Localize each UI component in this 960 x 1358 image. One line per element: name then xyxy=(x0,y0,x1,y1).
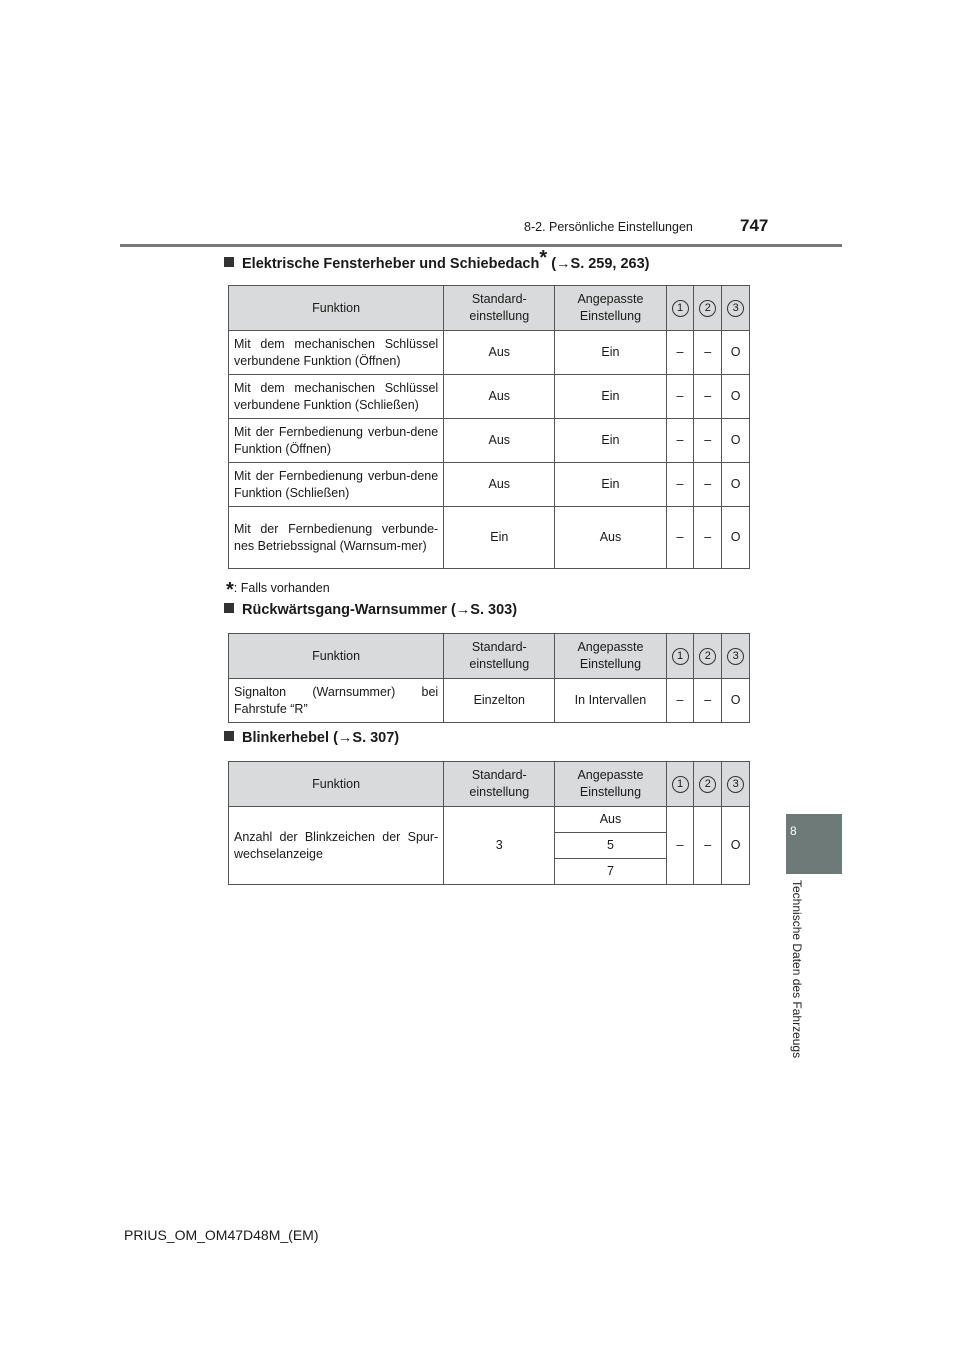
cell-angepasst: Ein xyxy=(555,375,666,419)
cell-angepasst: In Intervallen xyxy=(555,679,666,723)
col-header-3 xyxy=(722,762,750,807)
cell-standard: Aus xyxy=(444,419,555,463)
cell-standard: 3 xyxy=(444,807,555,885)
cell-standard: Einzelton xyxy=(444,679,555,723)
document-footer: PRIUS_OM_OM47D48M_(EM) xyxy=(124,1227,319,1243)
circled-number-icon: 1 xyxy=(672,300,689,317)
col-header-1 xyxy=(666,762,694,807)
cell-funktion: Mit dem mechanischen Schlüssel verbundene Funktion (Schließen) xyxy=(229,375,444,419)
table-row xyxy=(229,331,750,375)
footnote-asterisk: * xyxy=(226,579,234,601)
cell-c3: O xyxy=(722,463,750,507)
table-row xyxy=(229,679,750,723)
cell-c2: – xyxy=(694,463,722,507)
col-header-3 xyxy=(722,286,750,331)
table-row xyxy=(229,807,750,833)
table-row xyxy=(229,463,750,507)
heading-ref: (→S. 259, 263) xyxy=(551,256,650,272)
cell-c2: – xyxy=(694,807,722,885)
heading-title: Rückwärtsgang-Warnsummer xyxy=(242,602,447,618)
table-header-row xyxy=(229,762,750,807)
settings-table xyxy=(228,633,750,723)
col-header-2 xyxy=(694,286,722,331)
chapter-number: 8 xyxy=(790,824,797,838)
cell-c1: – xyxy=(666,679,694,723)
cell-standard: Aus xyxy=(444,375,555,419)
cell-c1: – xyxy=(666,331,694,375)
cell-angepasst-option: 5 xyxy=(555,833,666,859)
footnote-text: : Falls vorhanden xyxy=(233,581,330,595)
heading-ref: (→S. 307) xyxy=(333,730,400,746)
cell-funktion: Anzahl der Blinkzeichen der Spur-wechselanzeige xyxy=(229,807,444,885)
cell-funktion: Mit dem mechanischen Schlüssel verbundene Funktion (Öffnen) xyxy=(229,331,444,375)
cell-funktion: Mit der Fernbedienung verbun-dene Funktion (Öffnen) xyxy=(229,419,444,463)
square-bullet-icon xyxy=(224,603,234,613)
cell-c2: – xyxy=(694,331,722,375)
chapter-side-label: Technische Daten des Fahrzeugs xyxy=(790,880,804,1059)
table-header-row xyxy=(229,634,750,679)
settings-table xyxy=(228,285,750,569)
header-divider xyxy=(120,244,842,247)
circled-number-icon: 2 xyxy=(699,648,716,665)
table-header-row xyxy=(229,286,750,331)
col-header-2 xyxy=(694,762,722,807)
circled-number-icon: 1 xyxy=(672,648,689,665)
col-header-3 xyxy=(722,634,750,679)
circled-number-icon: 2 xyxy=(699,776,716,793)
cell-angepasst: Ein xyxy=(555,463,666,507)
cell-standard: Aus xyxy=(444,331,555,375)
cell-angepasst-option: Aus xyxy=(555,807,666,833)
col-header-standard: Standard-einstellung xyxy=(444,634,555,679)
cell-angepasst: Ein xyxy=(555,331,666,375)
cell-angepasst: Ein xyxy=(555,419,666,463)
cell-c1: – xyxy=(666,463,694,507)
heading-ref: (→S. 303) xyxy=(450,602,518,618)
col-header-angepasste: Angepasste Einstellung xyxy=(555,634,666,679)
chapter-tab xyxy=(786,814,842,874)
cell-funktion: Mit der Fernbedienung verbunde-nes Betriebssignal (Warnsum-mer) xyxy=(229,507,444,569)
cell-angepasst: Aus xyxy=(555,507,666,569)
cell-standard: Aus xyxy=(444,463,555,507)
circled-number-icon: 1 xyxy=(672,776,689,793)
section-heading xyxy=(224,247,650,272)
square-bullet-icon xyxy=(224,257,234,267)
circled-number-icon: 3 xyxy=(727,776,744,793)
asterisk-mark: * xyxy=(539,247,548,270)
cell-c3: O xyxy=(722,331,750,375)
circled-number-icon: 2 xyxy=(699,300,716,317)
section-heading xyxy=(224,730,399,746)
settings-table xyxy=(228,761,750,885)
col-header-funktion: Funktion xyxy=(229,762,444,807)
cell-c2: – xyxy=(694,375,722,419)
col-header-angepasste: Angepasste Einstellung xyxy=(555,762,666,807)
col-header-standard: Standard-einstellung xyxy=(444,286,555,331)
cell-angepasst-option: 7 xyxy=(555,859,666,885)
cell-funktion: Signalton (Warnsummer) bei Fahrstufe “R” xyxy=(229,679,444,723)
page-number: 747 xyxy=(740,216,769,235)
col-header-1 xyxy=(666,634,694,679)
cell-standard: Ein xyxy=(444,507,555,569)
col-header-1 xyxy=(666,286,694,331)
col-header-funktion: Funktion xyxy=(229,286,444,331)
heading-title: Blinkerhebel xyxy=(242,730,330,746)
cell-c3: O xyxy=(722,375,750,419)
heading-title: Elektrische Fensterheber und Schiebedach xyxy=(242,256,540,272)
cell-c2: – xyxy=(694,679,722,723)
cell-funktion: Mit der Fernbedienung verbun-dene Funktion (Schließen) xyxy=(229,463,444,507)
cell-c2: – xyxy=(694,419,722,463)
col-header-funktion: Funktion xyxy=(229,634,444,679)
cell-c1: – xyxy=(666,507,694,569)
col-header-angepasste: Angepasste Einstellung xyxy=(555,286,666,331)
square-bullet-icon xyxy=(224,731,234,741)
circled-number-icon: 3 xyxy=(727,648,744,665)
circled-number-icon: 3 xyxy=(727,300,744,317)
section-heading xyxy=(224,602,517,618)
footnote xyxy=(226,575,330,601)
cell-c3: O xyxy=(722,679,750,723)
cell-c2: – xyxy=(694,507,722,569)
cell-c1: – xyxy=(666,375,694,419)
cell-c3: O xyxy=(722,807,750,885)
table-row xyxy=(229,419,750,463)
cell-c3: O xyxy=(722,507,750,569)
col-header-standard: Standard-einstellung xyxy=(444,762,555,807)
cell-c1: – xyxy=(666,807,694,885)
table-row xyxy=(229,375,750,419)
col-header-2 xyxy=(694,634,722,679)
section-title: 8-2. Persönliche Einstellungen xyxy=(524,220,693,234)
table-row xyxy=(229,507,750,569)
cell-c1: – xyxy=(666,419,694,463)
cell-c3: O xyxy=(722,419,750,463)
